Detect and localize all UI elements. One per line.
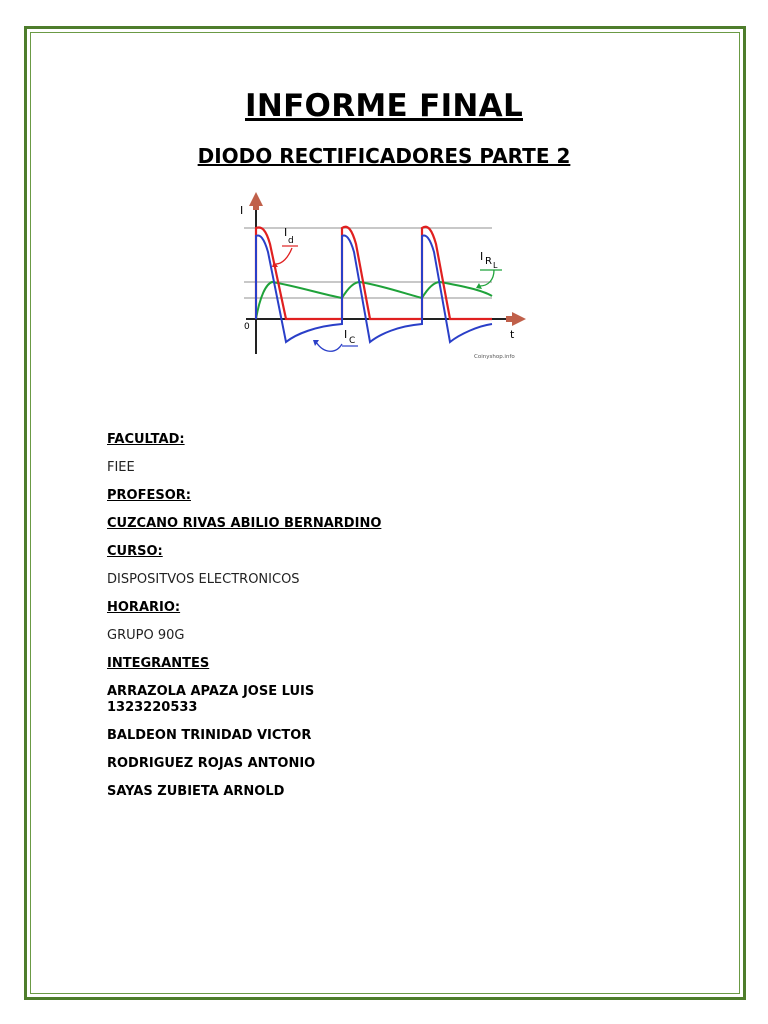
horario-label: HORARIO:: [107, 600, 181, 615]
profesor-label: PROFESOR:: [107, 488, 191, 503]
irl-curve: [256, 282, 492, 319]
irl-label-subsub: L: [493, 261, 498, 270]
id-label: I: [284, 226, 288, 239]
x-axis-label: t: [510, 328, 515, 341]
id-label-sub: d: [288, 236, 294, 246]
document-title: INFORME FINAL: [245, 88, 523, 124]
member-3: RODRIGUEZ ROJAS ANTONIO: [107, 756, 316, 771]
y-axis-label: I: [240, 204, 244, 217]
origin-label: 0: [244, 322, 250, 332]
profesor-value: CUZCANO RIVAS ABILIO BERNARDINO: [107, 516, 382, 531]
ic-label: I: [344, 328, 348, 341]
ic-curve: [256, 236, 492, 342]
curso-value: DISPOSITVOS ELECTRONICOS: [107, 572, 300, 587]
irl-label-sub: R: [485, 256, 492, 267]
ic-pointer: [316, 342, 342, 351]
irl-pointer: [480, 270, 494, 286]
member-2: BALDEON TRINIDAD VICTOR: [107, 728, 312, 743]
integrantes-label: INTEGRANTES: [107, 656, 210, 671]
facultad-value: FIEE: [107, 460, 135, 475]
watermark: Coinyshop.info: [474, 354, 515, 360]
y-axis-arrow-icon: [249, 192, 263, 210]
member-4: SAYAS ZUBIETA ARNOLD: [107, 784, 285, 799]
horario-value: GRUPO 90G: [107, 628, 185, 643]
curso-label: CURSO:: [107, 544, 163, 559]
ic-label-sub: C: [349, 336, 356, 346]
facultad-label: FACULTAD:: [107, 432, 185, 447]
irl-label: I: [480, 250, 484, 263]
rectifier-waveform-figure: [236, 184, 532, 366]
member-1-name: ARRAZOLA APAZA JOSE LUIS: [107, 684, 315, 699]
page-border-inner: [30, 32, 740, 994]
id-pointer: [276, 248, 292, 264]
x-axis-arrow-icon: [506, 312, 526, 326]
document-subtitle: DIODO RECTIFICADORES PARTE 2: [197, 144, 571, 168]
member-1-code: 1323220533: [107, 700, 198, 715]
